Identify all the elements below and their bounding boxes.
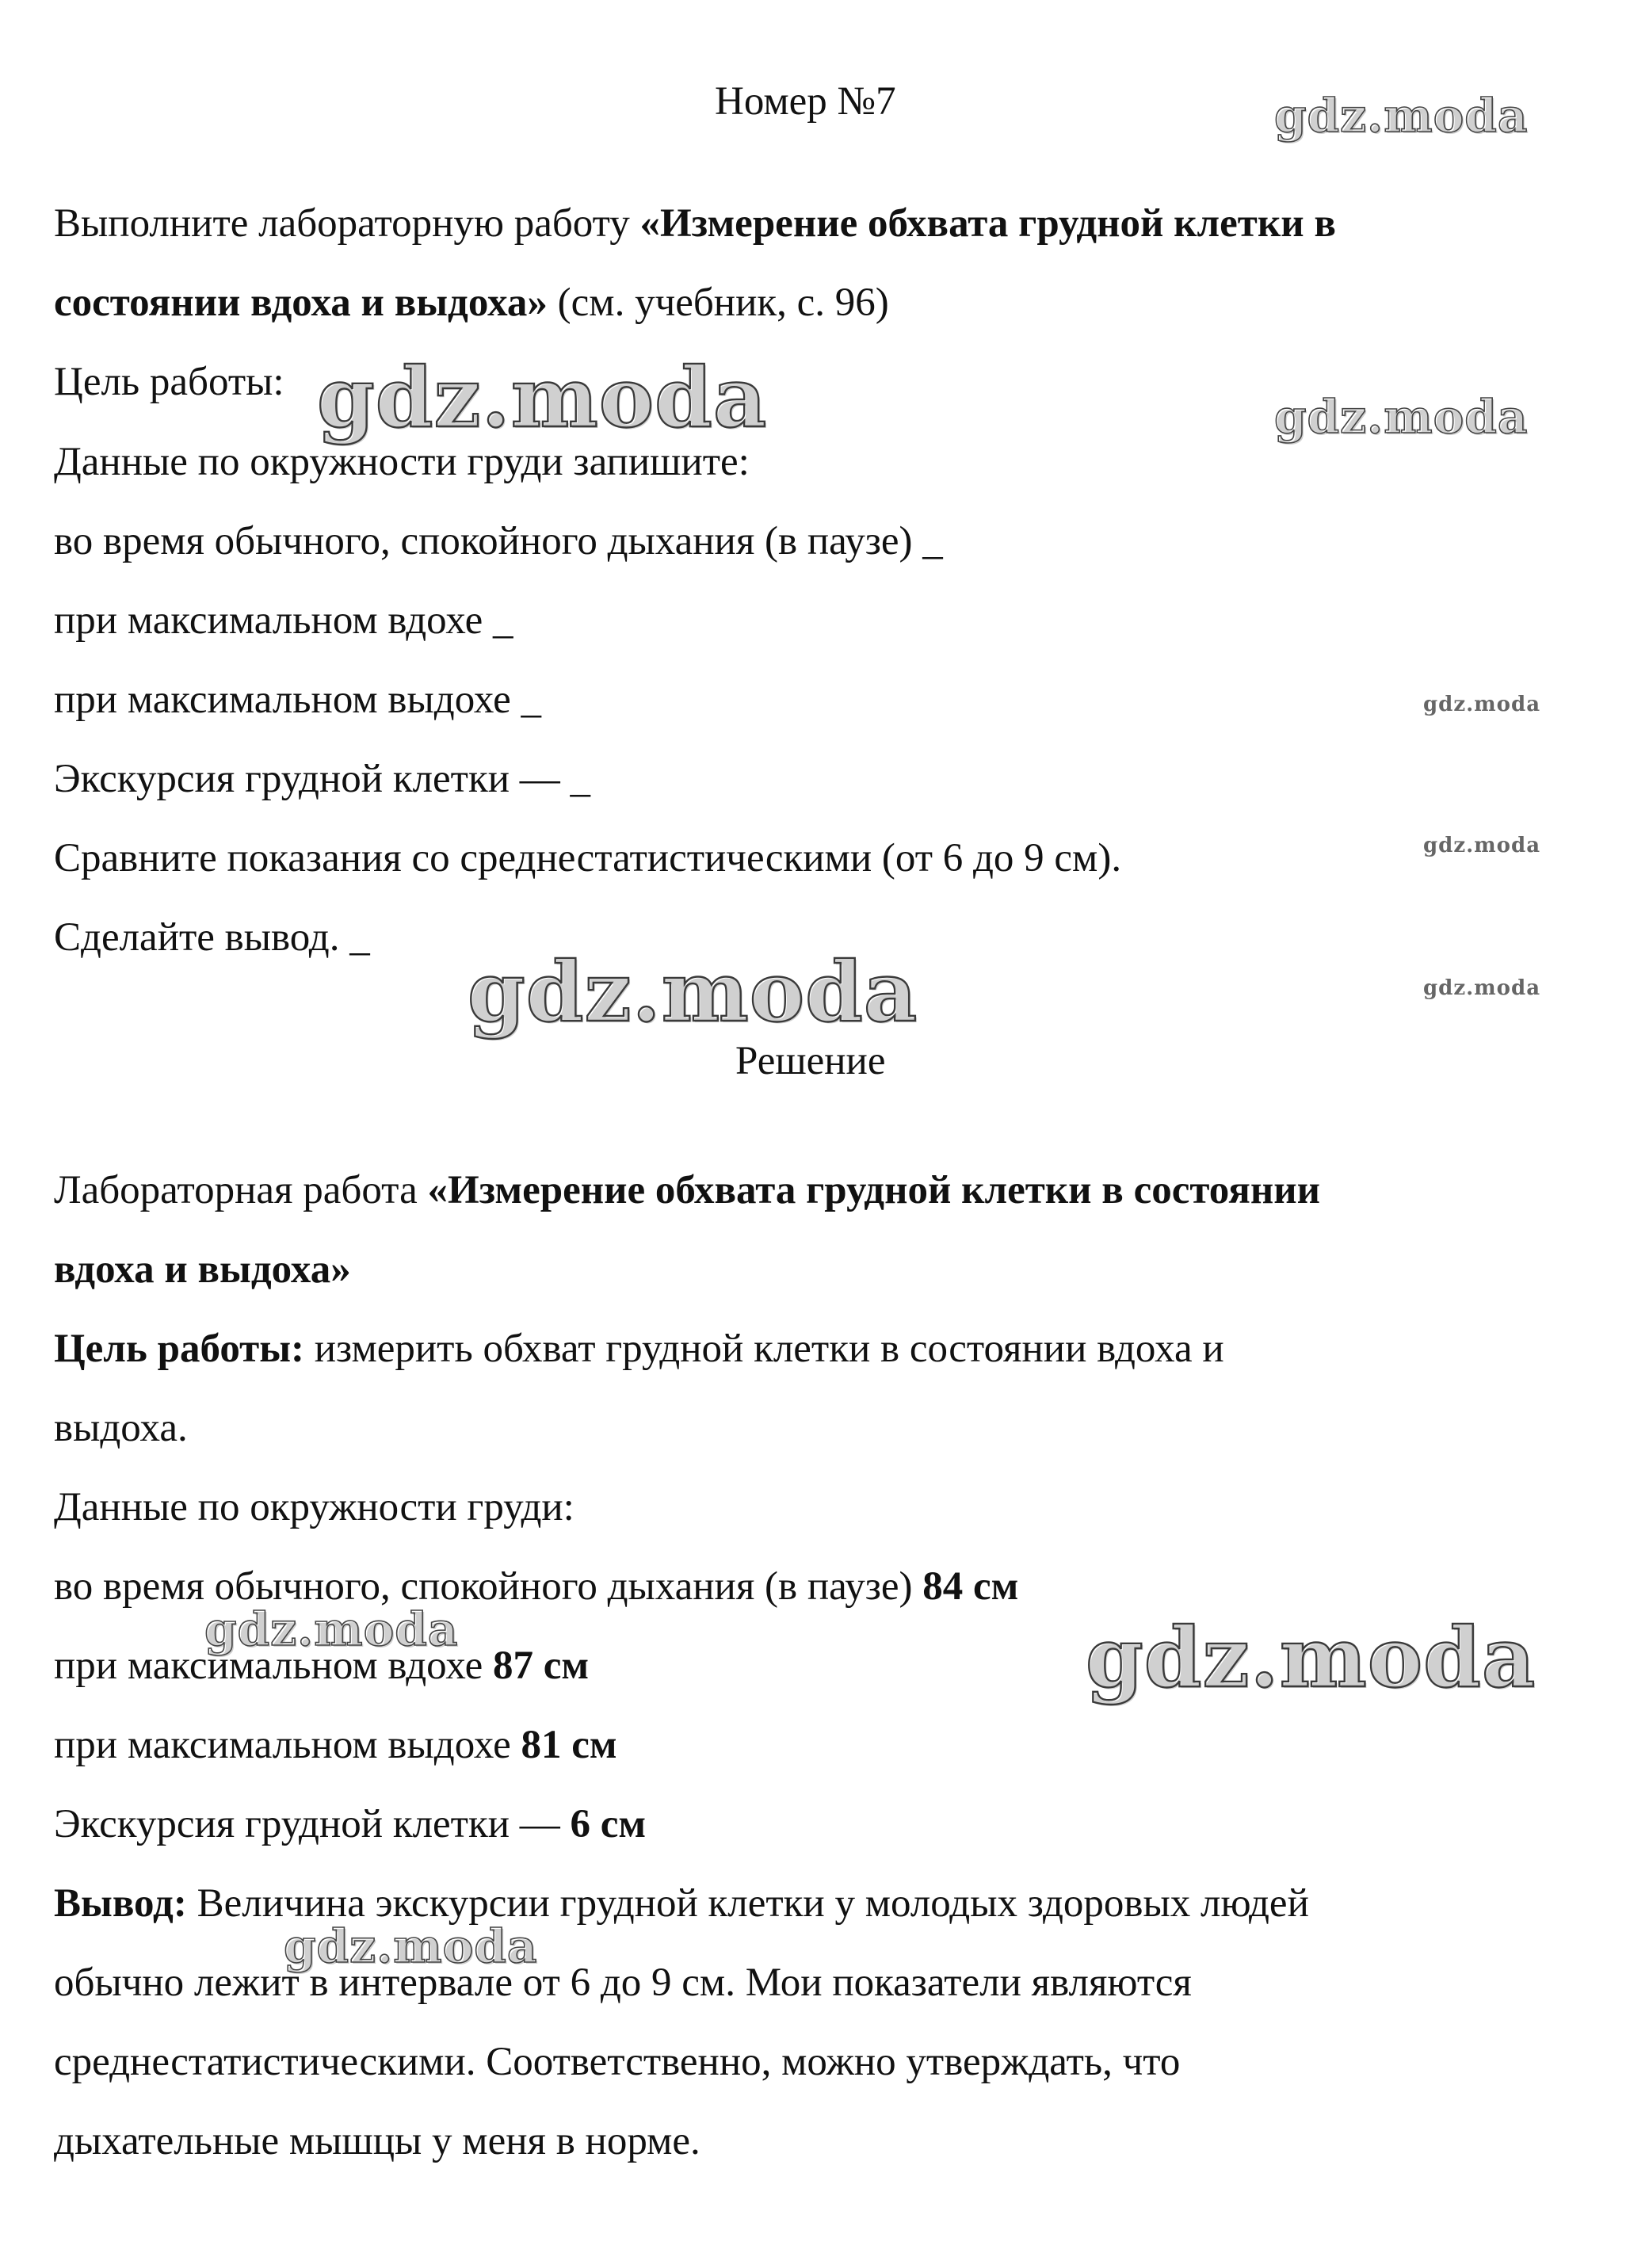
solution-goal-cont: выдоха. [54, 1406, 188, 1450]
solution-conclusion-2: обычно лежит в интервале от 6 до 9 см. Мои показатели являются [54, 1961, 1192, 2005]
watermark: gdz.moda [284, 1919, 538, 1973]
solution-excursion: Экскурсия грудной клетки — 6 см [54, 1802, 647, 1846]
task-intro-cont: состоянии вдоха и выдоха» (см. учебник, с. 96) [54, 281, 889, 325]
task-max-exhale: при максимальном выдохе _ [54, 678, 542, 722]
watermark: gdz.moda [317, 349, 768, 446]
solution-exhale: при максимальном выдохе 81 см [54, 1723, 617, 1767]
watermark: gdz.moda [1274, 390, 1529, 444]
solution-conclusion-4: дыхательные мышцы у меня в норме. [54, 2119, 700, 2163]
task-compare: Сравните показания со среднестатистическими (от 6 до 9 см). [54, 836, 1122, 880]
solution-conclusion: Вывод: Величина экскурсии грудной клетки у молодых здоровых людей [54, 1881, 1309, 1926]
solution-inhale: при максимальном вдохе 87 см [54, 1644, 590, 1688]
solution-goal: Цель работы: измерить обхват грудной клетки в состоянии вдоха и [54, 1327, 1224, 1371]
solution-lab-title: Лабораторная работа «Измерение обхвата грудной клетки в состоянии [54, 1168, 1321, 1212]
watermark: gdz.moda [1423, 693, 1541, 716]
watermark: gdz.moda [204, 1602, 459, 1656]
task-conclusion: Сделайте вывод. _ [54, 915, 370, 960]
solution-lab-title-cont: вдоха и выдоха» [54, 1247, 351, 1292]
watermark: gdz.moda [1274, 89, 1529, 143]
solution-calm: во время обычного, спокойного дыхания (в паузе) 84 см [54, 1564, 1019, 1609]
solution-heading: Решение [735, 1039, 886, 1083]
solution-conclusion-3: среднестатистическими. Соответственно, можно утверждать, что [54, 2040, 1181, 2084]
page-title: Номер №7 [715, 79, 896, 124]
task-data-heading: Данные по окружности груди запишите: [54, 440, 750, 484]
task-intro: Выполните лабораторную работу «Измерение обхвата грудной клетки в [54, 201, 1336, 246]
watermark: gdz.moda [1086, 1609, 1536, 1706]
task-goal: Цель работы: [54, 360, 284, 404]
task-max-inhale: при максимальном вдохе _ [54, 598, 513, 643]
watermark: gdz.moda [1423, 834, 1541, 857]
watermark: gdz.moda [1423, 976, 1541, 1000]
solution-data-heading: Данные по окружности груди: [54, 1485, 575, 1529]
task-calm: во время обычного, спокойного дыхания (в паузе) _ [54, 519, 943, 563]
task-excursion: Экскурсия грудной клетки — _ [54, 757, 591, 801]
watermark: gdz.moda [468, 943, 918, 1040]
